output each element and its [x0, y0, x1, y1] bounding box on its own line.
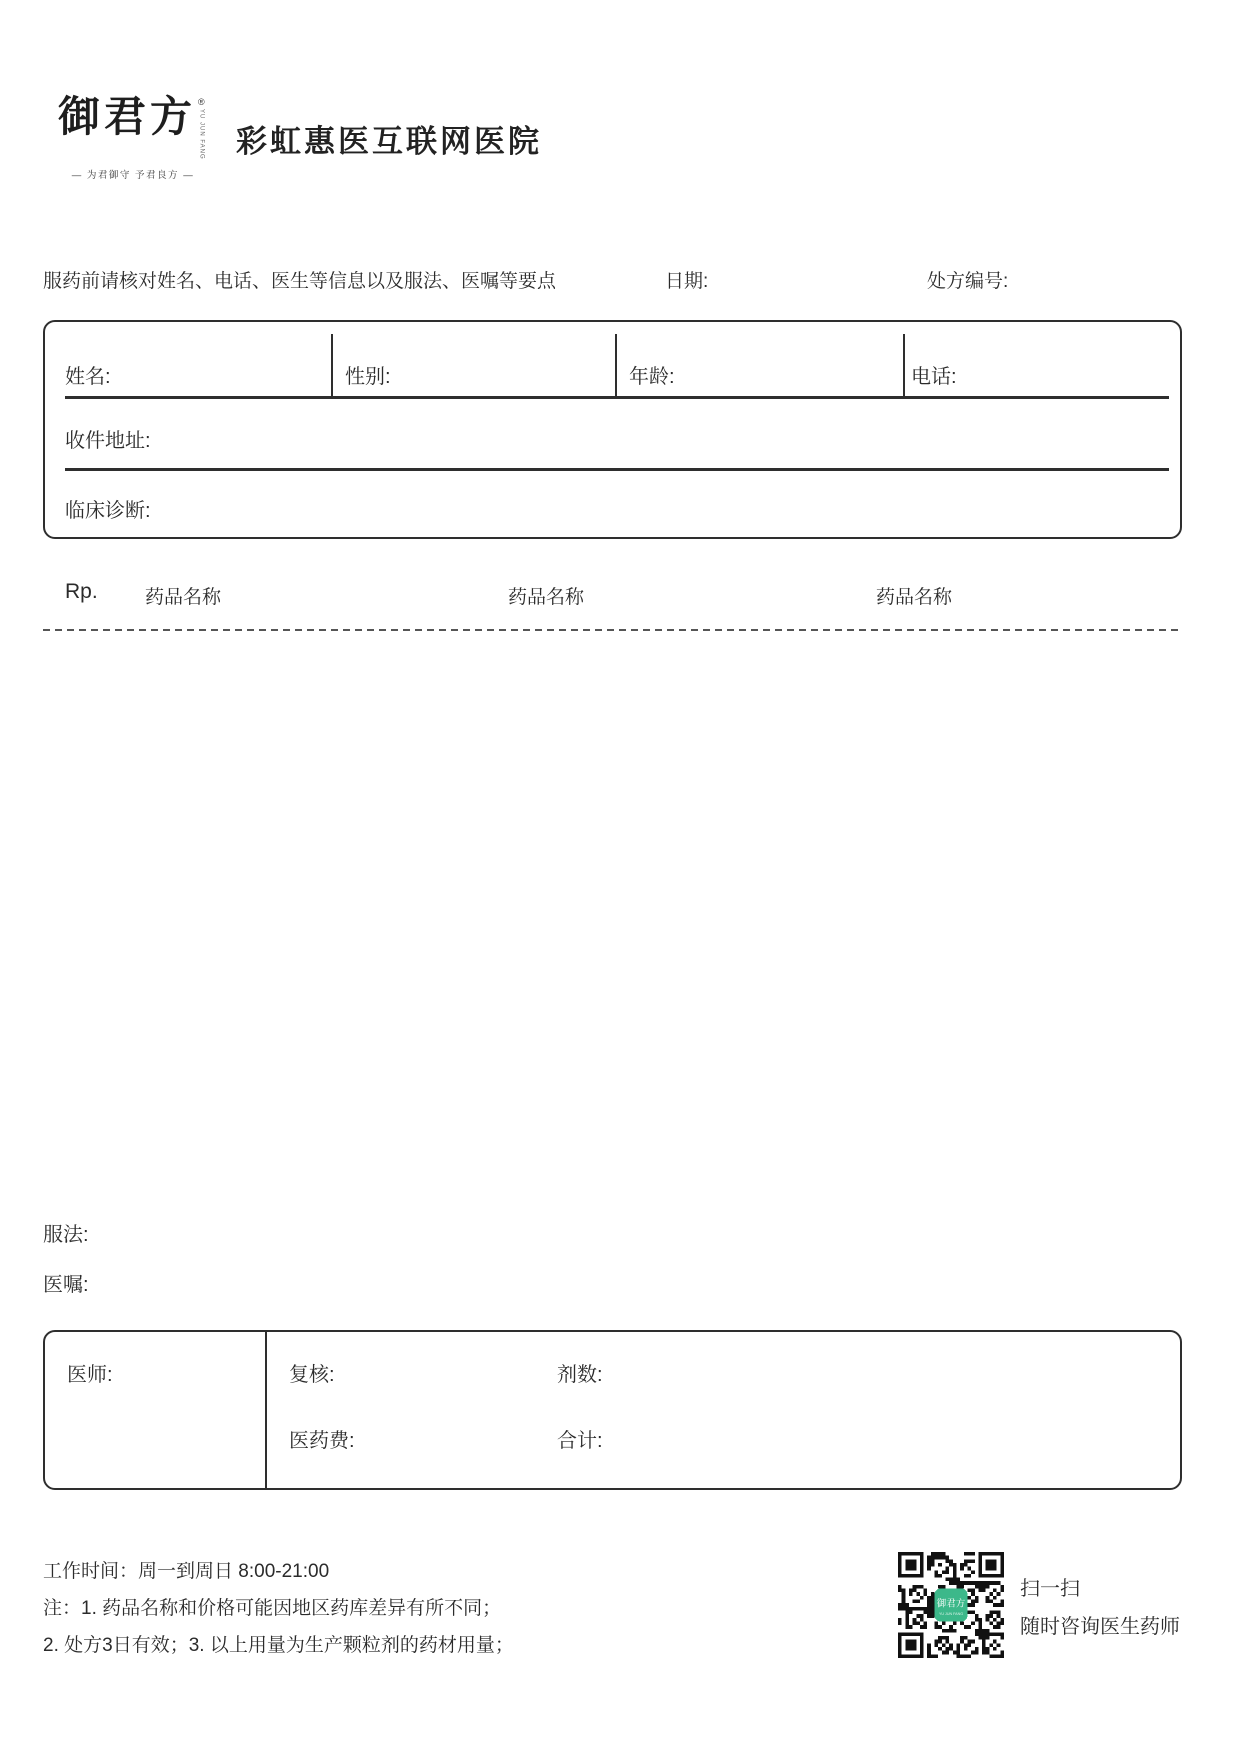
- qr-code: [898, 1552, 1004, 1658]
- shipping-address-label: 收件地址:: [65, 430, 151, 452]
- dose-count-label: 剂数:: [557, 1364, 603, 1386]
- row-divider: [65, 468, 1169, 471]
- clinical-diagnosis-label: 临床诊断:: [65, 500, 151, 522]
- signoff-box: [43, 1330, 1182, 1490]
- patient-phone-label: 电话:: [911, 366, 957, 388]
- patient-age-label: 年龄:: [629, 366, 675, 388]
- brand-logo: [58, 92, 218, 181]
- cell-divider: [331, 334, 333, 396]
- doctor-advice-label: 医嘱:: [43, 1274, 89, 1296]
- cell-divider: [265, 1332, 267, 1488]
- medicine-fee-label: 医药费:: [289, 1430, 355, 1452]
- patient-gender-label: 性别:: [345, 366, 391, 388]
- date-field-label: 日期:: [665, 271, 709, 292]
- drug-name-column-header: 药品名称: [508, 587, 585, 608]
- brand-logo-text: 御君方: [58, 92, 197, 141]
- review-label: 复核:: [289, 1364, 335, 1386]
- total-label: 合计:: [557, 1430, 603, 1452]
- physician-label: 医师:: [67, 1364, 113, 1386]
- hospital-title: 彩虹惠医互联网医院: [236, 124, 542, 159]
- rp-label: Rp.: [65, 580, 98, 603]
- row-divider: [65, 396, 1169, 399]
- cell-divider: [903, 334, 905, 396]
- drug-name-column-header: 药品名称: [145, 587, 222, 608]
- drug-list-separator: [43, 629, 1182, 631]
- working-hours-text: 工作时间：周一到周日 8:00-21:00: [43, 1561, 330, 1582]
- brand-logo-pinyin: YU JUN FANG: [198, 109, 205, 160]
- registered-trademark-icon: ®: [198, 97, 205, 107]
- patient-name-label: 姓名:: [65, 366, 111, 388]
- qr-scan-label: 扫一扫: [1020, 1578, 1080, 1600]
- rx-number-field-label: 处方编号:: [927, 271, 1009, 292]
- svg-text:YU JUN FANG: YU JUN FANG: [938, 1612, 964, 1617]
- qr-scan-hint: 随时咨询医生药师: [1020, 1616, 1180, 1638]
- usage-method-label: 服法:: [43, 1224, 89, 1246]
- footnote-line-2: 2. 处方3日有效；3. 以上用量为生产颗粒剂的药材用量；: [43, 1635, 514, 1656]
- prescription-notice: 服药前请核对姓名、电话、医生等信息以及服法、医嘱等要点: [43, 271, 557, 292]
- footnote-line-1: 注：1. 药品名称和价格可能因地区药库差异有所不同；: [43, 1598, 502, 1619]
- drug-name-column-header: 药品名称: [876, 587, 953, 608]
- patient-info-box: [43, 320, 1182, 539]
- svg-text:御君方: 御君方: [936, 1598, 966, 1610]
- cell-divider: [615, 334, 617, 396]
- brand-tagline: — 为君御守 予君良方 —: [71, 169, 195, 181]
